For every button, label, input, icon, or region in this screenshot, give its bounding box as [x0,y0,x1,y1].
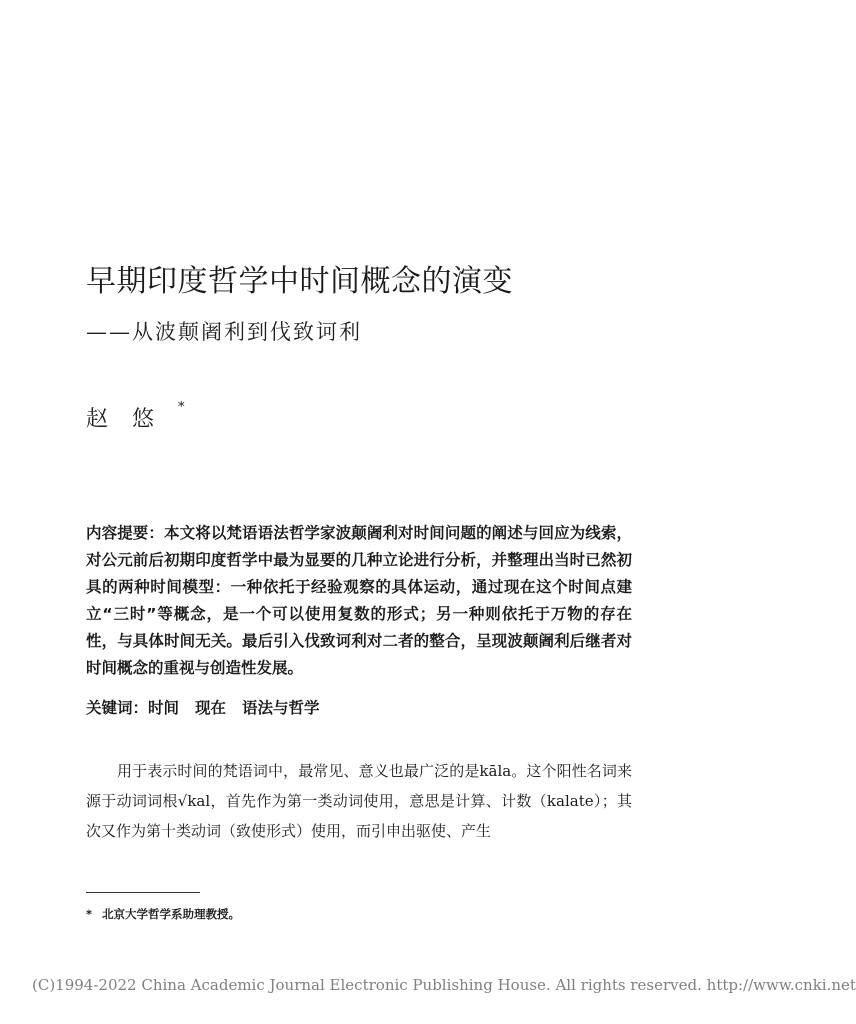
keyword: 现在 [195,699,227,717]
keyword: 语法与哲学 [242,699,320,717]
footnote-text: 北京大学哲学系助理教授。 [102,907,241,921]
keyword: 时间 [148,699,180,717]
footnote-divider [86,892,200,893]
author-line [86,402,185,433]
footnote [86,906,240,922]
author-name: 赵悠 [86,407,179,432]
paper-title: 早期印度哲学中时间概念的演变 [86,264,513,299]
body-paragraph: 用于表示时间的梵语词中，最常见、意义也最广泛的是kāla。这个阳性名词来源于动词词根√kal，首先作为第一类动词使用，意思是计算、计数（kalate）；其次又作为第十类动词（致使形式）使用，而引申出驱使、产生 [86,762,632,840]
footnote-mark: * [86,907,93,921]
keywords [86,695,632,722]
keywords-label: 关键词： [86,699,149,717]
abstract: 内容提要：本文将以梵语语法哲学家波颠阇利对时间问题的阐述与回应为线索，对公元前后初期印度哲学中最为显要的几种立论进行分析，并整理出当时已然初具的两种时间模型：一种依托于经验观察的具体运动，通过现在这个时间点建立“三时”等概念，是一个可以使用复数的形式；另一种则依托于万物的存在性，与具体时间无关。最后引入伐致诃利对二者的整合，呈现波颠阇利后继者对时间概念的重视与创造性发展。 [86,524,632,677]
copyright-notice: (C)1994-2022 China Academic Journal Electronic Publishing House. All rights reserved. http://www.cnki.net [32,976,856,994]
paper-subtitle: ——从波颠阇利到伐致诃利 [86,320,362,344]
author-footnote-mark: * [178,400,185,415]
